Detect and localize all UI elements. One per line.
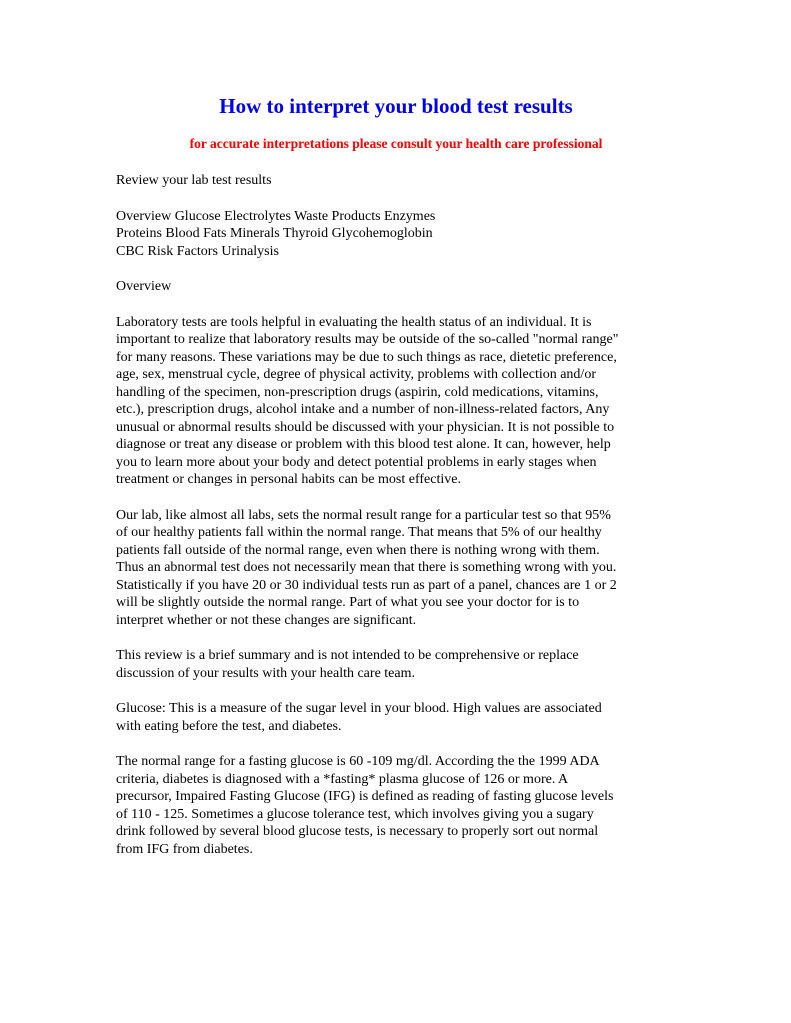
paragraph-lab-tests xyxy=(116,314,676,489)
paragraph-line: criteria, diabetes is diagnosed with a *fasting* plasma glucose of 126 or more. A xyxy=(116,771,569,787)
paragraph-line: important to realize that laboratory results may be outside of the so-called "normal range" xyxy=(116,332,619,347)
paragraph-line: unusual or abnormal results should be discussed with your physician. It is not possible to xyxy=(116,419,615,435)
paragraph-line: of our healthy patients fall within the normal range. That means that 5% of our healthy xyxy=(116,525,602,540)
review-line xyxy=(116,172,676,190)
paragraph-line: for many reasons. These variations may be due to such things as race, dietetic preference, xyxy=(116,349,617,365)
topic-nav-line: CBC Risk Factors Urinalysis xyxy=(116,243,279,259)
paragraph-line: handling of the specimen, non-prescription drugs (aspirin, cold medications, vitamins, xyxy=(116,384,599,400)
paragraph-line: Glucose: This is a measure of the sugar level in your blood. High values are associated xyxy=(116,701,602,716)
paragraph-line: with eating before the test, and diabetes. xyxy=(116,718,342,734)
paragraph-line: Statistically if you have 20 or 30 individual tests run as part of a panel, chances are 1 or 2 xyxy=(116,577,617,593)
paragraph-line: diagnose or treat any disease or problem with this blood test alone. It can, however, help xyxy=(116,437,611,452)
paragraph-line: interpret whether or not these changes are significant. xyxy=(116,612,417,628)
topic-nav-line: Overview Glucose Electrolytes Waste Products Enzymes xyxy=(116,208,436,224)
topic-nav-line: Proteins Blood Fats Minerals Thyroid Glycohemoglobin xyxy=(116,226,433,241)
paragraph-line: you to learn more about your body and detect potential problems in early stages when xyxy=(116,454,597,470)
section-heading xyxy=(116,278,676,296)
paragraph-line: Laboratory tests are tools helpful in evaluating the health status of an individual. It is xyxy=(116,314,592,330)
paragraph-line: treatment or changes in personal habits can be most effective. xyxy=(116,472,461,487)
page-title: How to interpret your blood test results xyxy=(219,94,573,118)
paragraph-line: will be slightly outside the normal range. Part of what you see your doctor for is to xyxy=(116,595,580,610)
paragraph-line: Our lab, like almost all labs, sets the normal result range for a particular test so that 95% xyxy=(116,507,611,523)
paragraph-line: discussion of your results with your health care team. xyxy=(116,665,415,681)
paragraph-line: drink followed by several blood glucose tests, is necessary to properly sort out normal xyxy=(116,824,599,839)
paragraph-normal-range xyxy=(116,507,676,630)
paragraph-line: Thus an abnormal test does not necessarily mean that there is something wrong with you. xyxy=(116,560,617,575)
paragraph-line: age, sex, menstrual cycle, degree of physical activity, problems with collection and/or xyxy=(116,367,596,382)
paragraph-line: This review is a brief summary and is not intended to be comprehensive or replace xyxy=(116,648,579,663)
paragraph-glucose-range xyxy=(116,753,676,858)
page-subtitle: for accurate interpretations please consult your health care professional xyxy=(189,136,603,151)
paragraph-line: of 110 - 125. Sometimes a glucose tolerance test, which involves giving you a sugary xyxy=(116,806,594,822)
paragraph-summary xyxy=(116,647,676,682)
document-page xyxy=(116,94,676,858)
section-heading-text: Overview xyxy=(116,279,172,294)
topic-navigation xyxy=(116,208,676,261)
paragraph-line: precursor, Impaired Fasting Glucose (IFG) is defined as reading of fasting glucose levels xyxy=(116,789,614,804)
paragraph-glucose-intro xyxy=(116,700,676,735)
paragraph-line: etc.), prescription drugs, alcohol intake and a number of non-illness-related factors, Any xyxy=(116,402,610,417)
paragraph-line: The normal range for a fasting glucose is 60 -109 mg/dl. According the the 1999 ADA xyxy=(116,754,600,769)
paragraph-line: from IFG from diabetes. xyxy=(116,841,253,857)
paragraph-line: patients fall outside of the normal range, even when there is nothing wrong with them. xyxy=(116,542,600,558)
review-text: Review your lab test results xyxy=(116,173,272,188)
